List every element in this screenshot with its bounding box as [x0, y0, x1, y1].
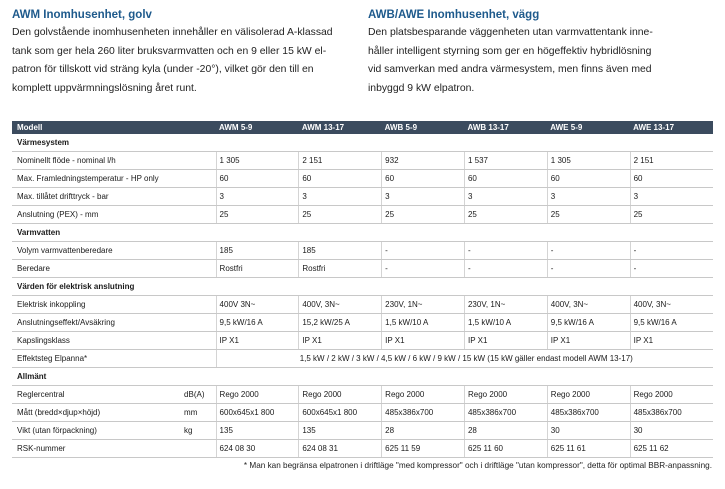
cell-value: 230V, 1N~ — [382, 296, 465, 314]
cell-value: 25 — [382, 206, 465, 224]
cell-value: Rego 2000 — [547, 386, 630, 404]
cell-value: 60 — [464, 170, 547, 188]
cell-value: Rego 2000 — [299, 386, 382, 404]
cell-value: Rostfri — [299, 260, 382, 278]
cell-value: 25 — [216, 206, 299, 224]
cell-value: 485x386x700 — [547, 404, 630, 422]
footnote: * Man kan begränsa elpatronen i driftläge "med kompressor" och i driftläge "utan kompressor", detta för optimal BBR-anpassning. — [243, 461, 712, 470]
table-row — [12, 206, 713, 224]
row-unit: kg — [181, 422, 216, 440]
cell-value: 60 — [216, 170, 299, 188]
row-label: Effektsteg Elpanna* — [12, 350, 181, 368]
table-row — [12, 332, 713, 350]
cell-value: 3 — [630, 188, 713, 206]
cell-value: IP X1 — [464, 332, 547, 350]
cell-value: 60 — [547, 170, 630, 188]
cell-value: Rego 2000 — [216, 386, 299, 404]
table-row — [12, 152, 713, 170]
cell-value: 624 08 31 — [299, 440, 382, 458]
row-unit: mm — [181, 404, 216, 422]
row-unit — [181, 314, 216, 332]
cell-value: 3 — [299, 188, 382, 206]
row-label: Elektrisk inkoppling — [12, 296, 181, 314]
row-unit — [181, 350, 216, 368]
table-row — [12, 350, 713, 368]
row-unit — [181, 332, 216, 350]
table-row — [12, 386, 713, 404]
cell-value: 3 — [464, 188, 547, 206]
cell-value: 30 — [630, 422, 713, 440]
row-label: Volym varmvattenberedare — [12, 242, 181, 260]
table-row — [12, 314, 713, 332]
row-label: RSK-nummer — [12, 440, 181, 458]
awb-title: AWB/AWE Inomhusenhet, vägg — [368, 9, 540, 21]
cell-value: 400V 3N~ — [216, 296, 299, 314]
row-span-value: 1,5 kW / 2 kW / 3 kW / 4,5 kW / 6 kW / 9 kW / 15 kW (15 kW gäller endast modell AWM 13-17) — [216, 350, 713, 368]
cell-value: 28 — [382, 422, 465, 440]
cell-value: 185 — [299, 242, 382, 260]
row-unit — [181, 170, 216, 188]
cell-value: 230V, 1N~ — [464, 296, 547, 314]
awm-intro — [12, 9, 357, 98]
cell-value: 1 305 — [216, 152, 299, 170]
table-row — [12, 440, 713, 458]
cell-value: 625 11 59 — [382, 440, 465, 458]
row-label: Max. tillåtet drifttryck - bar — [12, 188, 181, 206]
row-unit — [181, 260, 216, 278]
cell-value: 25 — [299, 206, 382, 224]
cell-value: 60 — [630, 170, 713, 188]
row-unit — [181, 296, 216, 314]
cell-value: 600x645x1 800 — [216, 404, 299, 422]
cell-value: 135 — [299, 422, 382, 440]
cell-value: - — [464, 260, 547, 278]
table-row — [12, 296, 713, 314]
cell-value: - — [382, 242, 465, 260]
cell-value: 1,5 kW/10 A — [464, 314, 547, 332]
cell-value: 185 — [216, 242, 299, 260]
row-unit: dB(A) — [181, 386, 216, 404]
awm-title: AWM Inomhusenhet, golv — [12, 9, 152, 21]
cell-value: Rego 2000 — [464, 386, 547, 404]
cell-value: 2 151 — [630, 152, 713, 170]
row-label: Max. Framledningstemperatur - HP only — [12, 170, 181, 188]
spec-table — [12, 121, 713, 458]
row-label: Nominellt flöde - nominal l/h — [12, 152, 181, 170]
row-label: Beredare — [12, 260, 181, 278]
table-row — [12, 260, 713, 278]
cell-value: - — [630, 242, 713, 260]
cell-value: 28 — [464, 422, 547, 440]
cell-value: 1 537 — [464, 152, 547, 170]
cell-value: 60 — [299, 170, 382, 188]
header-col: AWE 5-9 — [547, 121, 630, 134]
table-row — [12, 422, 713, 440]
row-label: Reglercentral — [12, 386, 181, 404]
section-row — [12, 278, 713, 296]
cell-value: 485x386x700 — [382, 404, 465, 422]
cell-value: 400V, 3N~ — [299, 296, 382, 314]
section-title: Värden för elektrisk anslutning — [12, 278, 713, 296]
cell-value: 3 — [547, 188, 630, 206]
table-row — [12, 170, 713, 188]
row-unit — [181, 188, 216, 206]
awm-description: Den golvstående inomhusenheten innehåller en välisolerad A-klassad tank som ger hela 260 liter bruksvarmvatten och en 9 eller 15 kW el- patron för tillskott vid sträng kyla (under -20°), vilket gör den till en komplett uppvärmningslösning året runt. — [12, 27, 333, 94]
cell-value: 600x645x1 800 — [299, 404, 382, 422]
row-label: Kapslingsklass — [12, 332, 181, 350]
cell-value: 9,5 kW/16 A — [216, 314, 299, 332]
cell-value: 3 — [216, 188, 299, 206]
cell-value: 485x386x700 — [464, 404, 547, 422]
section-title: Varmvatten — [12, 224, 713, 242]
header-model: Modell — [12, 121, 216, 134]
section-row — [12, 224, 713, 242]
cell-value: IP X1 — [299, 332, 382, 350]
cell-value: 9,5 kW/16 A — [547, 314, 630, 332]
section-row — [12, 134, 713, 152]
header-col: AWB 13-17 — [464, 121, 547, 134]
table-row — [12, 404, 713, 422]
cell-value: 624 08 30 — [216, 440, 299, 458]
spec-table-body — [12, 121, 713, 458]
cell-value: 60 — [382, 170, 465, 188]
table-header-row — [12, 121, 713, 134]
cell-value: Rego 2000 — [630, 386, 713, 404]
cell-value: 1,5 kW/10 A — [382, 314, 465, 332]
cell-value: IP X1 — [216, 332, 299, 350]
cell-value: 15,2 kW/25 A — [299, 314, 382, 332]
header-col: AWM 13-17 — [299, 121, 382, 134]
cell-value: 625 11 62 — [630, 440, 713, 458]
row-unit — [181, 440, 216, 458]
section-title: Allmänt — [12, 368, 713, 386]
cell-value: - — [547, 260, 630, 278]
cell-value: - — [464, 242, 547, 260]
row-unit — [181, 242, 216, 260]
cell-value: - — [630, 260, 713, 278]
cell-value: - — [547, 242, 630, 260]
row-label: Anslutning (PEX) - mm — [12, 206, 181, 224]
cell-value: 135 — [216, 422, 299, 440]
cell-value: 2 151 — [299, 152, 382, 170]
row-label: Mått (bredd×djup×höjd) — [12, 404, 181, 422]
awb-intro — [368, 9, 713, 98]
row-unit — [181, 206, 216, 224]
cell-value: 25 — [630, 206, 713, 224]
cell-value: 485x386x700 — [630, 404, 713, 422]
cell-value: 1 305 — [547, 152, 630, 170]
section-title: Värmesystem — [12, 134, 713, 152]
cell-value: 3 — [382, 188, 465, 206]
awb-description: Den platsbesparande väggenheten utan varmvattentank inne- håller intelligent styrning som ger en högeffektiv hybridlösning vid samverkan med andra värmesystem, men finns även med inbyggd 9 kW elpatron. — [368, 27, 653, 94]
cell-value: 625 11 61 — [547, 440, 630, 458]
cell-value: 932 — [382, 152, 465, 170]
header-col: AWB 5-9 — [382, 121, 465, 134]
section-row — [12, 368, 713, 386]
cell-value: IP X1 — [547, 332, 630, 350]
row-unit — [181, 152, 216, 170]
row-label: Anslutningseffekt/Avsäkring — [12, 314, 181, 332]
table-row — [12, 188, 713, 206]
cell-value: - — [382, 260, 465, 278]
table-row — [12, 242, 713, 260]
cell-value: IP X1 — [630, 332, 713, 350]
header-col: AWE 13-17 — [630, 121, 713, 134]
row-label: Vikt (utan förpackning) — [12, 422, 181, 440]
cell-value: IP X1 — [382, 332, 465, 350]
header-col: AWM 5-9 — [216, 121, 299, 134]
cell-value: 30 — [547, 422, 630, 440]
cell-value: 9,5 kW/16 A — [630, 314, 713, 332]
cell-value: Rego 2000 — [382, 386, 465, 404]
cell-value: 400V, 3N~ — [547, 296, 630, 314]
cell-value: 25 — [464, 206, 547, 224]
cell-value: 25 — [547, 206, 630, 224]
cell-value: Rostfri — [216, 260, 299, 278]
cell-value: 625 11 60 — [464, 440, 547, 458]
cell-value: 400V, 3N~ — [630, 296, 713, 314]
